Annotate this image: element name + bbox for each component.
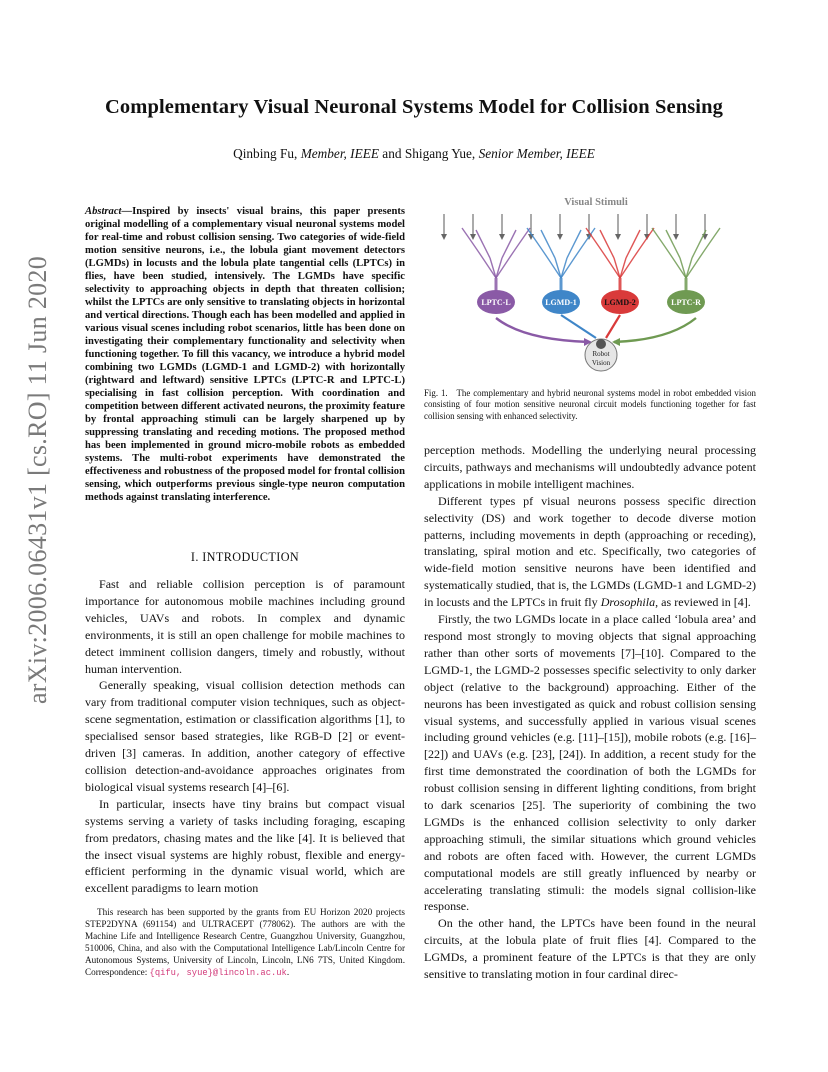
dendrite-branch [692,230,706,258]
dendrite-branch [626,230,640,258]
lptc-l-to-robot-curve [496,318,589,342]
email-part-1: {qifu, [149,967,182,978]
stimulus-arrowhead [615,234,621,240]
neuron-nodes [477,290,705,314]
neuron-label: LGMD-1 [545,298,577,307]
paragraph-text-end: , as reviewed in [4]. [655,595,751,610]
paper-title: Complementary Visual Neuronal Systems Model for Collision Sensing [105,96,723,118]
robot-eye [596,339,606,349]
paragraph [424,442,756,493]
author-connector: and Shigang Yue, [378,146,479,161]
abstract-text: Inspired by insects' visual brains, this paper presents original modelling of a complementary visual neuronal systems model for real-time and robust collision sensing. Two categories of wide-field motion sensitive neurons, i.e., the lobula giant movement detectors (LGMDs) in locusts and the lobula plate tangential cells (LPTCs) in flies, have been studied, intensively. The LGMDs have specific selectivity to approaching objects in depth that threaten collision; whilst the LPTCs are only sensitive to translating objects in horizontal and vertical directions. Though each has been modelled and applied in various visual scenes including robot scenarios, little has been done on investigating their complementary functionality and selectivity when functioning together. To fill this vacancy, we introduce a hybrid model combining two LGMDs (LGMD-1 and LGMD-2) with horizontally (rightward and leftward) sensitive LPTCs (LPTC-R and LPTC-L) specialising in fast collision perception. With coordination and competition between different activated neurons, the proximity feature by frontal approaching stimuli can be largely sharpened up by suppressing translating and receding motions. The proposed method has been implemented in ground micro-mobile robots as embedded systems. The multi-robot experiments have demonstrated the effectiveness and robustness of the proposed model for frontal collision sensing, which outperforms previous single-type neuron computation methods against translating interference. [85,206,405,503]
paragraph: Fast and reliable collision perception is of paramount importance for autonomous mobile machines including ground vehicles, UAVs and robots. In complex and dynamic environments, it is still an open challenge for mobile machines to detect imminent collision dangers, timely and robustly, without human intervention. [85,577,405,676]
author-line [0,146,828,162]
email-link[interactable] [149,966,290,978]
left-column-body [85,576,405,897]
footnote-paragraph [85,907,405,979]
lgmd-1-to-robot-line [561,315,596,338]
species-name: Drosophila [600,595,656,610]
stimulus-arrowhead [441,234,447,240]
paragraph-text: perception methods. Modelling the underlying neural processing circuits, pathways and mechanisms will undoubtedly advance potent applications in mobile intelligent machines. [424,443,756,491]
neuron-dendrites [462,228,720,292]
vision-label: Vision [591,359,611,367]
dendrite-branch [614,258,620,278]
dendrite-branch [496,258,502,278]
paragraph-text: On the other hand, the LPTCs have been found in the neural circuits, at the lobula plate of fruit flies [4]. Compared to the LGMDs, a prominent feature of the LPTCs is that they are only sensitive to translating motion in four cardinal direc- [424,916,756,982]
right-column-body [424,442,756,983]
arxiv-watermark [10,255,66,705]
neuron-label: LPTC-L [481,298,511,307]
paragraph-text: Firstly, the two LGMDs locate in a place called ‘lobula area’ and respond most strongly to moving objects that signal approaching rather than other sorts of movements [7]–[10]. Compared to the LGMD-1, the LGMD-2 possesses specific selectivity to only darker object (relative to the background) approaching. Either of the neurons has been investigated as quick and robust collision sensing visual systems, and successfully applied in various visual scenes including ground vehicles (e.g. [11]–[15]), mobile robots (e.g. [16]–[22]) and UAVs (e.g. [23], [24]). In addition, a recent study for the first time demonstrated the coordination of both the LGMDs for robust collision sensing in different lighting conditions, from bright to dark scenarios [25]. The superiority of combining the two LGMDs is the enhanced collision selectivity to only darker approaching stimuli, the similar situations which ground vehicles and robots are often faced with. However, the current LGMDs computational models are still greatly influenced by nearby or accelerating translating stimuli: the models signal collision-like response. [424,612,756,914]
caption-text: The complementary and hybrid neuronal systems model in robot embedded vision consisting of four motion sensitive neuronal circuit models functioning together for fast collision sensing with enhanced selectivity. [424,388,756,421]
figure-1-diagram [424,190,756,380]
dendrite-branch [561,258,567,278]
paragraph [424,493,756,611]
abstract-dash: — [121,206,133,217]
dendrite-branch [567,230,581,258]
dendrite-branch [680,258,686,278]
visual-stimuli-label: Visual Stimuli [564,197,628,208]
author-1: Qinbing Fu, [233,146,301,161]
paragraph-text: Different types pf visual neurons possess specific direction selectivity (DS) and work together to decode diverse motion patterns, including movements in depth (approaching or receding), translating, spiral motion and etc. Specifically, two categories of wide-field motion sensitive neurons have been identified and systematically studied, that is, the LGMDs (LGMD-1 and LGMD-2) in locusts and the LPTCs in fruit fly [424,493,756,610]
dendrite-branch [620,258,626,278]
lptc-r-to-robot-curve [614,318,696,342]
stimulus-arrowhead [499,234,505,240]
abstract-label: Abstract [85,206,122,217]
dendrite-branch [476,230,490,258]
dendrite-branch [600,230,614,258]
dendrite-branch [541,230,555,258]
lgmd-2-to-robot-line [606,315,620,338]
stimuli-arrows [441,214,708,240]
caption-label: Fig. 1. [424,388,448,398]
stimulus-arrowhead [470,234,476,240]
dendrite-branch [555,258,561,278]
section-heading: I. INTRODUCTION [190,550,300,564]
footnote-text: This research has been supported by the grants from EU Horizon 2020 projects STEP2DYNA (691154) and ULTRACEPT (778062). The authors are with the Machine Life and Intelligence Research Centre, Guangzhou University, Guangzhou, 510006, China, and also with the Computational Intelligence Lab/Lincoln Centre for Autonomous Systems, University of Lincoln, Lincoln, LN6 7TS, United Kingdom. Correspondence: [85,907,405,977]
abstract [85,205,405,504]
footnote [85,907,405,979]
robot-label: Robot [592,350,610,358]
paragraph [424,915,756,983]
arxiv-id: arXiv:2006.06431v1 [cs.RO] 11 Jun 2020 [23,255,52,705]
figure-caption [424,388,756,422]
paragraph: In particular, insects have tiny brains but compact visual systems serving a variety of tasks including foraging, escaping from predators, chasing mates and the like [4]. It is believed that the insect visual systems are highly robust, flexible and energy-efficient performing in the dynamic visual world, which are excellent paradigms to learn motion [85,796,405,896]
author-1-role: Member, IEEE [300,146,379,161]
footnote-end: . [286,966,290,977]
paragraph: Generally speaking, visual collision detection methods can vary from traditional computer vision techniques, such as object-scene segmentation, estimation or classification algorithms [1], to specialised sensor based strategies, like RGB-D [2] or event-driven [3] cameras. In addition, another category of effective collision detection-and-avoidance approaches originates from biological visual systems research [4]–[6]. [85,678,405,794]
dendrite-branch [490,258,496,278]
email-part-2: syue}@lincoln.ac.uk [186,967,287,978]
stimulus-arrowhead [673,234,679,240]
neuron-label: LGMD-2 [604,298,636,307]
author-2-role: Senior Member, IEEE [478,146,595,161]
neuron-label: LPTC-R [671,298,701,307]
paragraph [424,611,756,915]
dendrite-branch [686,258,692,278]
stimulus-arrowhead [557,234,563,240]
